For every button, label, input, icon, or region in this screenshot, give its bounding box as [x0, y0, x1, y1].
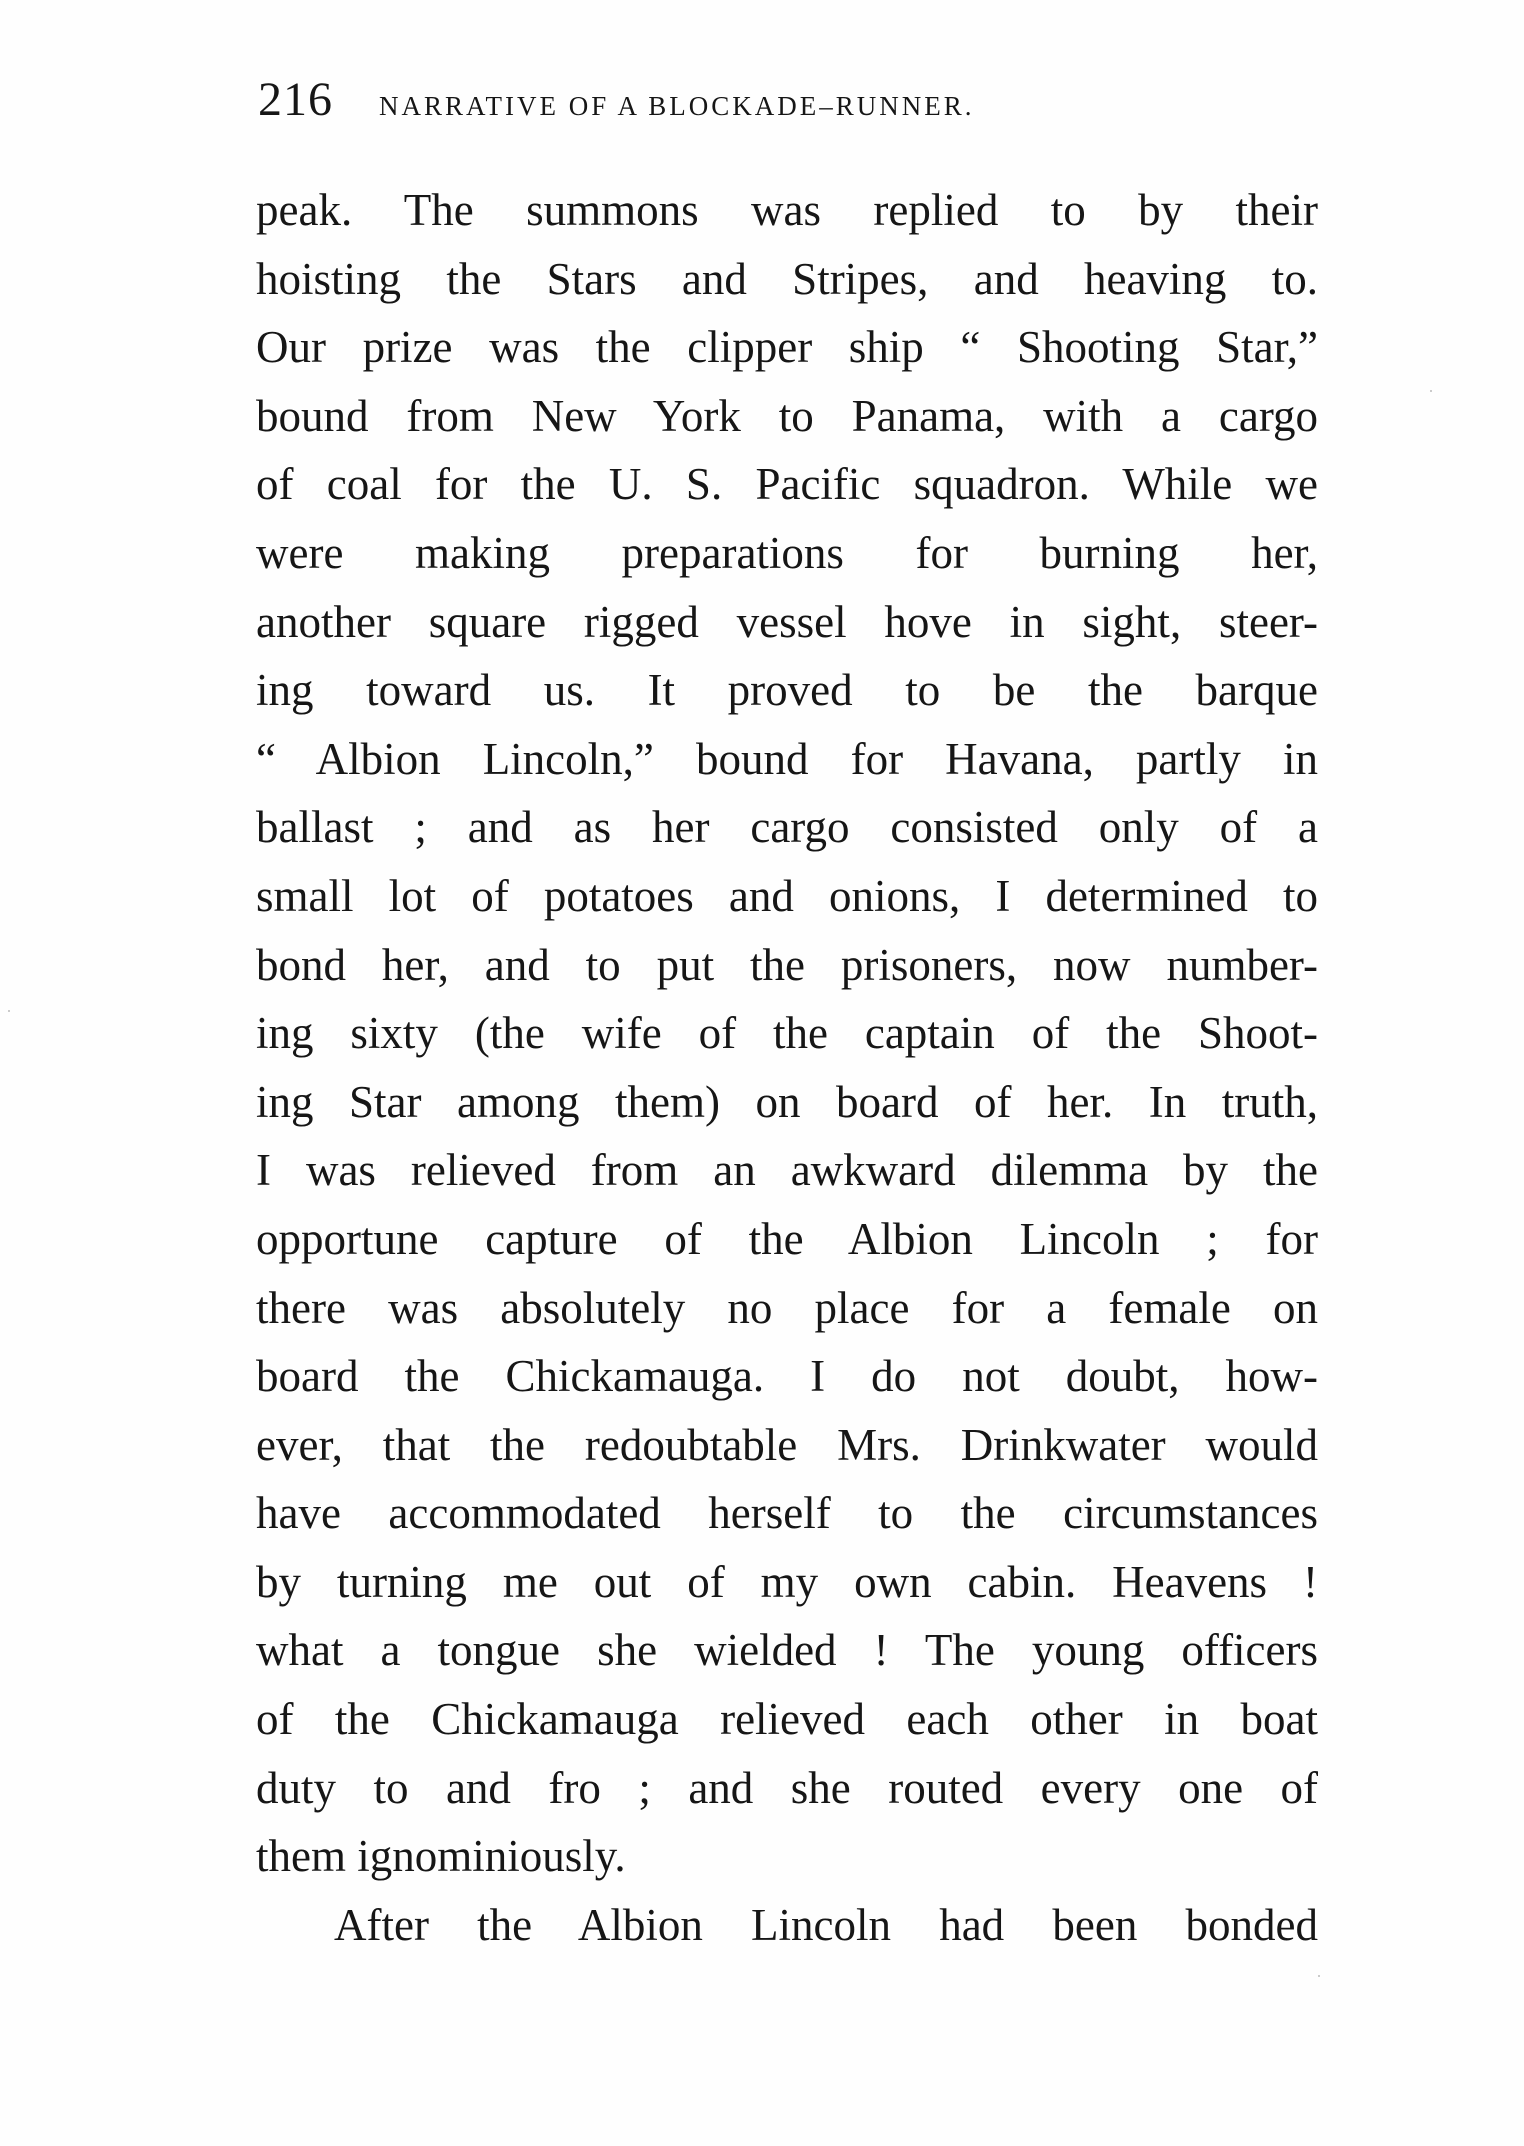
- text-line: bond her, and to put the prisoners, now number-: [256, 939, 1318, 990]
- text-line: duty to and fro ; and she routed every one of: [256, 1762, 1318, 1813]
- text-line: there was absolutely no place for a female on: [256, 1282, 1318, 1333]
- text-line: I was relieved from an awkward dilemma by the: [256, 1145, 1318, 1196]
- text-line: ing sixty (the wife of the captain of the Shoot-: [256, 1008, 1318, 1059]
- text-line: small lot of potatoes and onions, I determined to: [256, 870, 1318, 921]
- text-line: what a tongue she wielded ! The young officers: [256, 1625, 1318, 1676]
- body-text: [256, 176, 1318, 1959]
- text-line: bound from New York to Panama, with a cargo: [256, 390, 1318, 441]
- paper-speck: [1430, 390, 1432, 392]
- text-line: by turning me out of my own cabin. Heavens !: [256, 1556, 1318, 1607]
- text-line: opportune capture of the Albion Lincoln ; for: [256, 1213, 1318, 1264]
- paper-speck: [1318, 1975, 1320, 1977]
- text-line: were making preparations for burning her,: [256, 527, 1318, 578]
- text-line: “ Albion Lincoln,” bound for Havana, partly in: [256, 733, 1318, 784]
- text-line: board the Chickamauga. I do not doubt, how-: [256, 1351, 1318, 1402]
- text-line: have accommodated herself to the circumstances: [256, 1488, 1318, 1539]
- text-line: hoisting the Stars and Stripes, and heaving to.: [256, 253, 1318, 304]
- text-line: ever, that the redoubtable Mrs. Drinkwater would: [256, 1419, 1318, 1470]
- page-number: 216: [258, 73, 333, 126]
- text-line: ing toward us. It proved to be the barque: [256, 665, 1318, 716]
- text-line: of the Chickamauga relieved each other in boat: [256, 1694, 1318, 1745]
- text-line: ing Star among them) on board of her. In truth,: [256, 1076, 1318, 1127]
- text-line: Our prize was the clipper ship “ Shooting Star,”: [256, 322, 1318, 373]
- running-title: NARRATIVE OF A BLOCKADE–RUNNER.: [379, 91, 975, 121]
- running-head: [258, 72, 1318, 132]
- text-line: another square rigged vessel hove in sight, steer-: [256, 596, 1318, 647]
- paper-speck: [8, 1010, 10, 1012]
- text-line: of coal for the U. S. Pacific squadron. While we: [256, 459, 1318, 510]
- text-line: ballast ; and as her cargo consisted only of a: [256, 802, 1318, 853]
- text-line: peak. The summons was replied to by their: [256, 185, 1318, 235]
- text-line-paragraph-start: After the Albion Lincoln had been bonded: [334, 1899, 1318, 1950]
- text-line-paragraph-end: them ignominiously.: [256, 1831, 626, 1882]
